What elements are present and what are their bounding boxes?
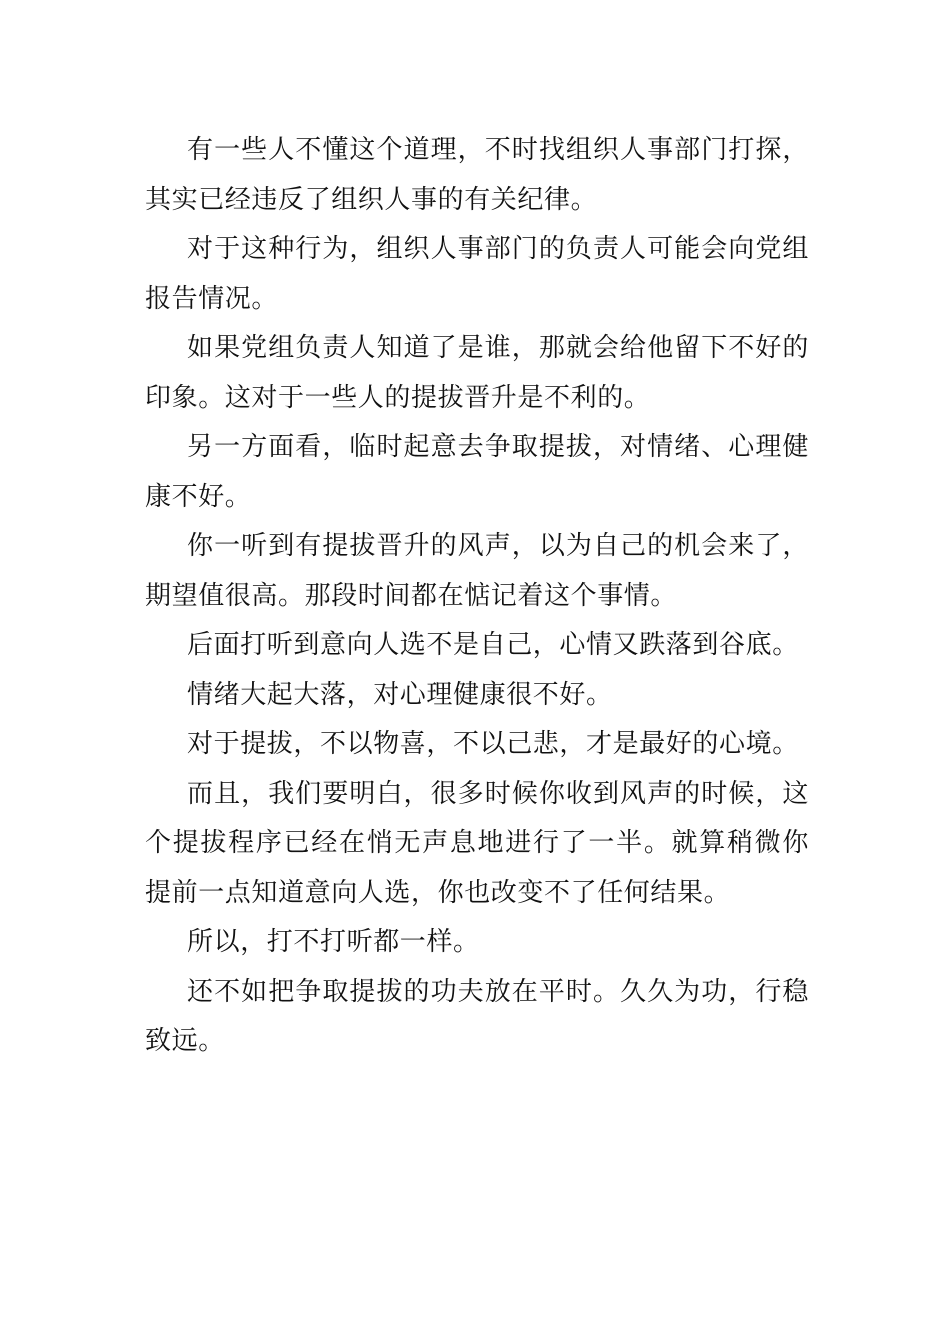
paragraph: 后面打听到意向人选不是自己，心情又跌落到谷底。 <box>187 630 799 660</box>
paragraph: 所以，打不打听都一样。 <box>187 927 480 957</box>
paragraph: 还不如把争取提拔的功夫放在平时。久久为功，行稳致远。 <box>145 976 809 1056</box>
paragraph: 有一些人不懂这个道理，不时找组织人事部门打探，其实已经违反了组织人事的有关纪律。 <box>145 135 809 215</box>
paragraph: 如果党组负责人知道了是谁，那就会给他留下不好的印象。这对于一些人的提拔晋升是不利的。 <box>145 333 809 413</box>
paragraph: 对于提拔，不以物喜，不以己悲，才是最好的心境。 <box>187 729 799 759</box>
paragraph: 情绪大起大落，对心理健康很不好。 <box>187 679 613 710</box>
paragraph: 另一方面看，临时起意去争取提拔，对情绪、心理健康不好。 <box>145 432 809 512</box>
paragraph: 而且，我们要明白，很多时候你收到风声的时候，这个提拔程序已经在悄无声息地进行了一半。就算稍微你提前一点知道意向人选，你也改变不了任何结果。 <box>145 778 809 908</box>
paragraph: 对于这种行为，组织人事部门的负责人可能会向党组报告情况。 <box>145 234 809 314</box>
paragraph: 你一听到有提拔晋升的风声，以为自己的机会来了，期望值很高。那段时间都在惦记着这个事情。 <box>145 531 809 611</box>
document-body <box>145 126 809 1067</box>
